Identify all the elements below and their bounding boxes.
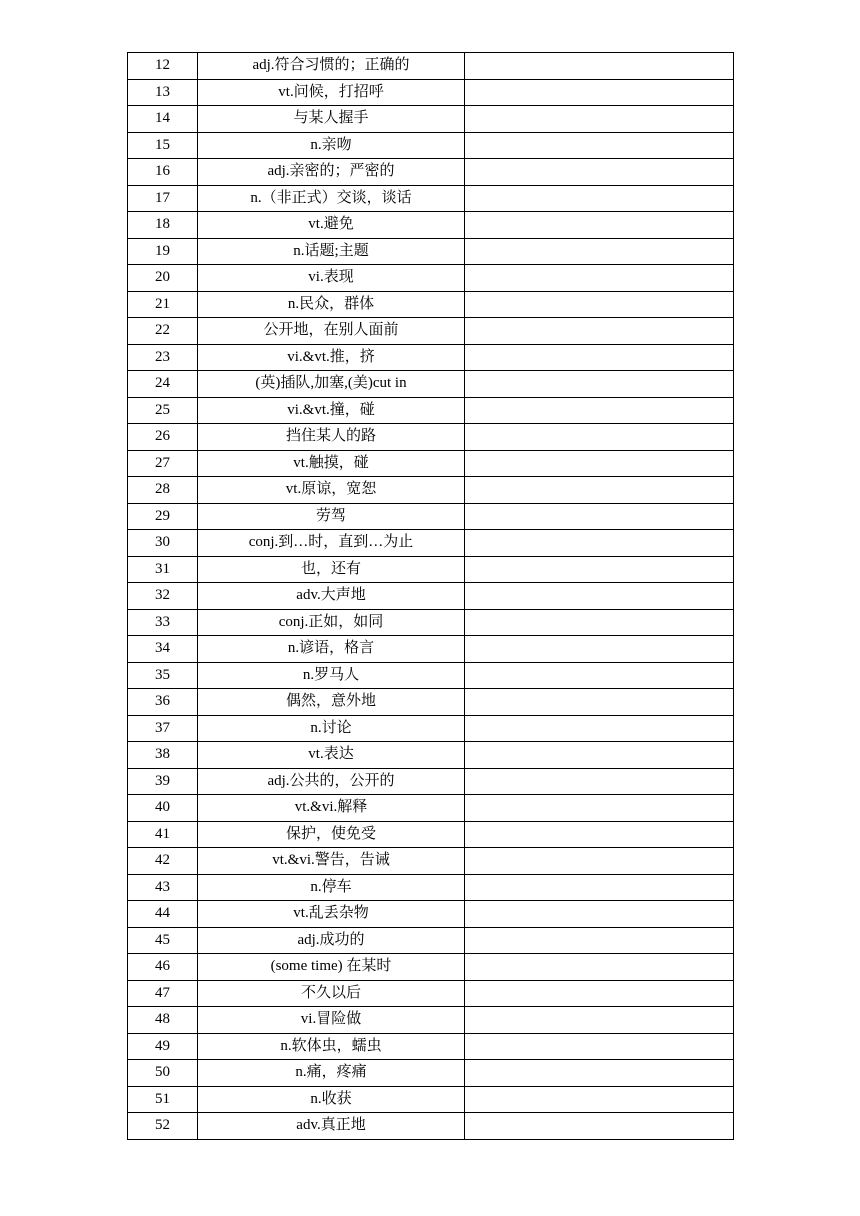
table-row	[128, 636, 734, 663]
chinese-meaning-cell: vt.&vi.解释	[198, 795, 465, 822]
item-number-cell: 51	[128, 1086, 198, 1113]
table-row	[128, 821, 734, 848]
item-number-cell: 14	[128, 106, 198, 133]
answer-blank-cell[interactable]	[465, 583, 734, 610]
chinese-meaning-cell: vi.&vt.撞，碰	[198, 397, 465, 424]
chinese-meaning-cell: 偶然，意外地	[198, 689, 465, 716]
table-row	[128, 1060, 734, 1087]
item-number-cell: 17	[128, 185, 198, 212]
answer-blank-cell[interactable]	[465, 185, 734, 212]
answer-blank-cell[interactable]	[465, 212, 734, 239]
table-row	[128, 106, 734, 133]
table-row	[128, 79, 734, 106]
table-row	[128, 715, 734, 742]
table-row	[128, 424, 734, 451]
answer-blank-cell[interactable]	[465, 318, 734, 345]
table-row	[128, 477, 734, 504]
chinese-meaning-cell: n.停车	[198, 874, 465, 901]
table-row	[128, 159, 734, 186]
answer-blank-cell[interactable]	[465, 265, 734, 292]
chinese-meaning-cell: vt.乱丢杂物	[198, 901, 465, 928]
answer-blank-cell[interactable]	[465, 530, 734, 557]
item-number-cell: 46	[128, 954, 198, 981]
item-number-cell: 27	[128, 450, 198, 477]
table-row	[128, 212, 734, 239]
chinese-meaning-cell: vi.冒险做	[198, 1007, 465, 1034]
table-row	[128, 662, 734, 689]
chinese-meaning-cell: n.亲吻	[198, 132, 465, 159]
answer-blank-cell[interactable]	[465, 980, 734, 1007]
item-number-cell: 20	[128, 265, 198, 292]
answer-blank-cell[interactable]	[465, 821, 734, 848]
answer-blank-cell[interactable]	[465, 503, 734, 530]
answer-blank-cell[interactable]	[465, 450, 734, 477]
chinese-meaning-cell: n.民众，群体	[198, 291, 465, 318]
table-row	[128, 1033, 734, 1060]
item-number-cell: 47	[128, 980, 198, 1007]
answer-blank-cell[interactable]	[465, 901, 734, 928]
answer-blank-cell[interactable]	[465, 636, 734, 663]
answer-blank-cell[interactable]	[465, 344, 734, 371]
item-number-cell: 37	[128, 715, 198, 742]
chinese-meaning-cell: vt.原谅，宽恕	[198, 477, 465, 504]
table-row	[128, 503, 734, 530]
answer-blank-cell[interactable]	[465, 106, 734, 133]
chinese-meaning-cell: adv.真正地	[198, 1113, 465, 1140]
answer-blank-cell[interactable]	[465, 53, 734, 80]
item-number-cell: 22	[128, 318, 198, 345]
item-number-cell: 29	[128, 503, 198, 530]
answer-blank-cell[interactable]	[465, 689, 734, 716]
chinese-meaning-cell: vt.表达	[198, 742, 465, 769]
chinese-meaning-cell: vt.&vi.警告，告诫	[198, 848, 465, 875]
item-number-cell: 25	[128, 397, 198, 424]
table-row	[128, 1007, 734, 1034]
table-row	[128, 1113, 734, 1140]
item-number-cell: 23	[128, 344, 198, 371]
table-row	[128, 689, 734, 716]
table-row	[128, 344, 734, 371]
item-number-cell: 40	[128, 795, 198, 822]
item-number-cell: 48	[128, 1007, 198, 1034]
item-number-cell: 52	[128, 1113, 198, 1140]
table-row	[128, 583, 734, 610]
item-number-cell: 50	[128, 1060, 198, 1087]
table-row	[128, 980, 734, 1007]
chinese-meaning-cell: n.（非正式）交谈，谈话	[198, 185, 465, 212]
chinese-meaning-cell: vi.&vt.推，挤	[198, 344, 465, 371]
table-row	[128, 238, 734, 265]
item-number-cell: 21	[128, 291, 198, 318]
item-number-cell: 16	[128, 159, 198, 186]
chinese-meaning-cell: n.谚语，格言	[198, 636, 465, 663]
chinese-meaning-cell: 也，还有	[198, 556, 465, 583]
answer-blank-cell[interactable]	[465, 927, 734, 954]
answer-blank-cell[interactable]	[465, 609, 734, 636]
chinese-meaning-cell: n.收获	[198, 1086, 465, 1113]
table-row	[128, 768, 734, 795]
item-number-cell: 13	[128, 79, 198, 106]
chinese-meaning-cell: adj.符合习惯的；正确的	[198, 53, 465, 80]
vocabulary-table-body	[128, 53, 734, 1140]
chinese-meaning-cell: adj.成功的	[198, 927, 465, 954]
item-number-cell: 24	[128, 371, 198, 398]
table-row	[128, 927, 734, 954]
answer-blank-cell[interactable]	[465, 874, 734, 901]
table-row	[128, 556, 734, 583]
table-row	[128, 53, 734, 80]
table-row	[128, 397, 734, 424]
chinese-meaning-cell: adj.公共的，公开的	[198, 768, 465, 795]
item-number-cell: 43	[128, 874, 198, 901]
table-row	[128, 291, 734, 318]
answer-blank-cell[interactable]	[465, 715, 734, 742]
item-number-cell: 35	[128, 662, 198, 689]
answer-blank-cell[interactable]	[465, 1060, 734, 1087]
table-row	[128, 530, 734, 557]
table-row	[128, 742, 734, 769]
chinese-meaning-cell: 挡住某人的路	[198, 424, 465, 451]
answer-blank-cell[interactable]	[465, 742, 734, 769]
chinese-meaning-cell: 劳驾	[198, 503, 465, 530]
answer-blank-cell[interactable]	[465, 1086, 734, 1113]
answer-blank-cell[interactable]	[465, 159, 734, 186]
table-row	[128, 185, 734, 212]
table-row	[128, 1086, 734, 1113]
item-number-cell: 38	[128, 742, 198, 769]
item-number-cell: 32	[128, 583, 198, 610]
item-number-cell: 44	[128, 901, 198, 928]
chinese-meaning-cell: adj.亲密的；严密的	[198, 159, 465, 186]
answer-blank-cell[interactable]	[465, 79, 734, 106]
answer-blank-cell[interactable]	[465, 954, 734, 981]
item-number-cell: 33	[128, 609, 198, 636]
answer-blank-cell[interactable]	[465, 477, 734, 504]
answer-blank-cell[interactable]	[465, 848, 734, 875]
chinese-meaning-cell: n.讨论	[198, 715, 465, 742]
item-number-cell: 19	[128, 238, 198, 265]
item-number-cell: 49	[128, 1033, 198, 1060]
table-row	[128, 132, 734, 159]
answer-blank-cell[interactable]	[465, 371, 734, 398]
item-number-cell: 36	[128, 689, 198, 716]
table-row	[128, 450, 734, 477]
chinese-meaning-cell: vt.问候，打招呼	[198, 79, 465, 106]
item-number-cell: 39	[128, 768, 198, 795]
answer-blank-cell[interactable]	[465, 768, 734, 795]
table-row	[128, 795, 734, 822]
item-number-cell: 18	[128, 212, 198, 239]
table-row	[128, 954, 734, 981]
answer-blank-cell[interactable]	[465, 556, 734, 583]
answer-blank-cell[interactable]	[465, 291, 734, 318]
chinese-meaning-cell: 公开地，在别人面前	[198, 318, 465, 345]
answer-blank-cell[interactable]	[465, 424, 734, 451]
answer-blank-cell[interactable]	[465, 132, 734, 159]
chinese-meaning-cell: n.罗马人	[198, 662, 465, 689]
chinese-meaning-cell: 与某人握手	[198, 106, 465, 133]
table-row	[128, 848, 734, 875]
table-row	[128, 609, 734, 636]
table-row	[128, 265, 734, 292]
table-row	[128, 318, 734, 345]
chinese-meaning-cell: conj.到…时，直到…为止	[198, 530, 465, 557]
item-number-cell: 28	[128, 477, 198, 504]
chinese-meaning-cell: (英)插队,加塞,(美)cut in	[198, 371, 465, 398]
answer-blank-cell[interactable]	[465, 662, 734, 689]
item-number-cell: 41	[128, 821, 198, 848]
item-number-cell: 30	[128, 530, 198, 557]
chinese-meaning-cell: 保护，使免受	[198, 821, 465, 848]
item-number-cell: 34	[128, 636, 198, 663]
answer-blank-cell[interactable]	[465, 238, 734, 265]
item-number-cell: 26	[128, 424, 198, 451]
item-number-cell: 12	[128, 53, 198, 80]
vocabulary-table	[127, 52, 734, 1140]
chinese-meaning-cell: vt.避免	[198, 212, 465, 239]
item-number-cell: 45	[128, 927, 198, 954]
chinese-meaning-cell: vt.触摸，碰	[198, 450, 465, 477]
answer-blank-cell[interactable]	[465, 795, 734, 822]
chinese-meaning-cell: conj.正如，如同	[198, 609, 465, 636]
table-row	[128, 901, 734, 928]
table-row	[128, 371, 734, 398]
answer-blank-cell[interactable]	[465, 397, 734, 424]
chinese-meaning-cell: vi.表现	[198, 265, 465, 292]
item-number-cell: 15	[128, 132, 198, 159]
chinese-meaning-cell: n.软体虫，蠕虫	[198, 1033, 465, 1060]
answer-blank-cell[interactable]	[465, 1007, 734, 1034]
chinese-meaning-cell: n.话题;主题	[198, 238, 465, 265]
chinese-meaning-cell: n.痛，疼痛	[198, 1060, 465, 1087]
table-row	[128, 874, 734, 901]
chinese-meaning-cell: adv.大声地	[198, 583, 465, 610]
answer-blank-cell[interactable]	[465, 1033, 734, 1060]
chinese-meaning-cell: (some time) 在某时	[198, 954, 465, 981]
item-number-cell: 42	[128, 848, 198, 875]
chinese-meaning-cell: 不久以后	[198, 980, 465, 1007]
answer-blank-cell[interactable]	[465, 1113, 734, 1140]
item-number-cell: 31	[128, 556, 198, 583]
